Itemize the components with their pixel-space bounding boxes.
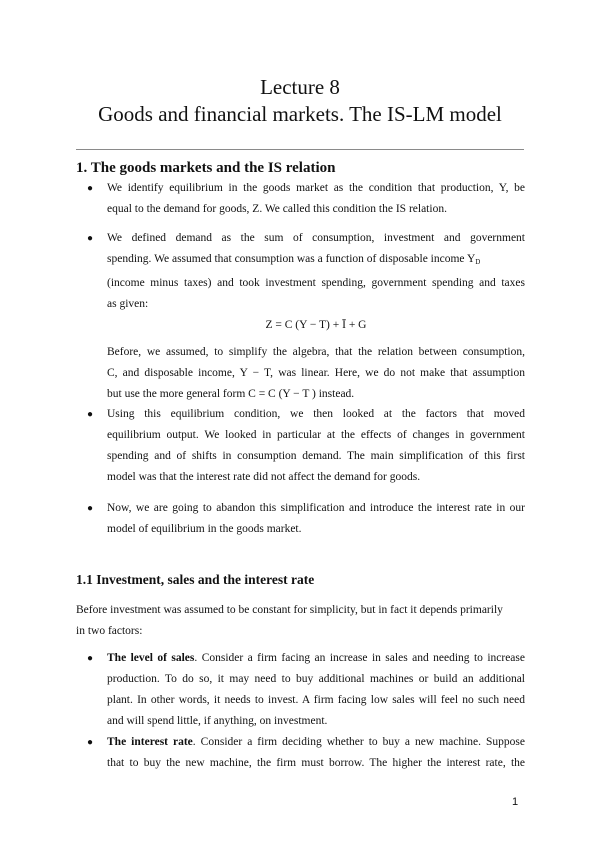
subscript: D: [475, 258, 481, 266]
section-heading-1-1: 1.1 Investment, sales and the interest rate: [76, 572, 315, 587]
consumption-formula: Z = C (Y − T) + Ī + G: [265, 319, 367, 331]
section-heading-1: 1. The goods markets and the IS relation: [76, 160, 336, 176]
text-line: and will spend little, if anything, on investment.: [107, 715, 328, 727]
factor-paragraph-sales: [107, 648, 525, 732]
text-line: We identify equilibrium in the goods market as the condition that production, Y, be: [107, 182, 525, 194]
text-line: production. To do so, it may need to buy additional machines or build an additional: [107, 673, 525, 685]
intro-paragraph: [76, 600, 525, 642]
bullet-icon: ●: [87, 183, 94, 194]
text-line: plant. In other words, it needs to invest. A firm facing low sales will feel no such need: [107, 694, 525, 706]
bullet-icon: ●: [87, 409, 94, 420]
bold-term: The interest rate: [107, 736, 193, 748]
text-line: Before investment was assumed to be constant for simplicity, but in fact it depends primarily: [76, 604, 503, 616]
text-fragment: . Consider a firm facing an increase in sales and needing to increase: [194, 652, 525, 664]
text-fragment: spending. We assumed that consumption was a function of disposable income Y: [107, 253, 476, 265]
text-line: equal to the demand for goods, Z. We called this condition the IS relation.: [107, 203, 447, 215]
bullet-paragraph-2: [107, 228, 525, 315]
bullet-icon: ●: [87, 503, 94, 514]
text-line: model was that the interest rate did not affect the demand for goods.: [107, 471, 421, 483]
bullet-paragraph-4: [107, 498, 525, 540]
factor-paragraph-interest: [107, 732, 525, 774]
text-line: Now, we are going to abandon this simplification and introduce the interest rate in our: [107, 502, 525, 514]
text-line: [107, 249, 525, 273]
page-number: 1: [512, 796, 519, 808]
text-line: [107, 732, 525, 753]
text-line: equilibrium output. We looked in particular at the effects of changes in government: [107, 429, 525, 441]
bullet-paragraph-2-continued: [107, 342, 525, 405]
title-divider: [76, 149, 524, 150]
bullet-icon: ●: [87, 233, 94, 244]
bold-term: The level of sales: [107, 652, 195, 664]
bullet-icon: ●: [87, 737, 94, 748]
text-line: in two factors:: [76, 625, 143, 637]
text-line: (income minus taxes) and took investment spending, government spending and taxes: [107, 277, 525, 289]
bullet-icon: ●: [87, 653, 94, 664]
text-line: Using this equilibrium condition, we then looked at the factors that moved: [107, 408, 525, 420]
text-line: but use the more general form C = C (Y − T ) instead.: [107, 388, 355, 400]
text-line: We defined demand as the sum of consumption, investment and government: [107, 232, 525, 244]
text-line: C, and disposable income, Y − T, was linear. Here, we do not make that assumption: [107, 367, 525, 379]
text-line: spending and of shifts in consumption demand. The main simplification of this first: [107, 450, 525, 462]
text-line: Before, we assumed, to simplify the algebra, that the relation between consumption,: [107, 346, 525, 358]
bullet-paragraph-3: [107, 404, 525, 488]
title-line-1: Lecture 8: [260, 75, 340, 99]
title-line-2: Goods and financial markets. The IS-LM model: [98, 102, 502, 126]
text-line: as given:: [107, 298, 149, 310]
text-fragment: . Consider a firm deciding whether to buy a new machine. Suppose: [192, 736, 525, 748]
text-line: [107, 648, 525, 669]
text-line: model of equilibrium in the goods market.: [107, 523, 302, 535]
bullet-paragraph-1: [107, 178, 525, 220]
lecture-title: [60, 74, 540, 128]
text-line: that to buy the new machine, the firm must borrow. The higher the interest rate, the: [107, 757, 525, 769]
